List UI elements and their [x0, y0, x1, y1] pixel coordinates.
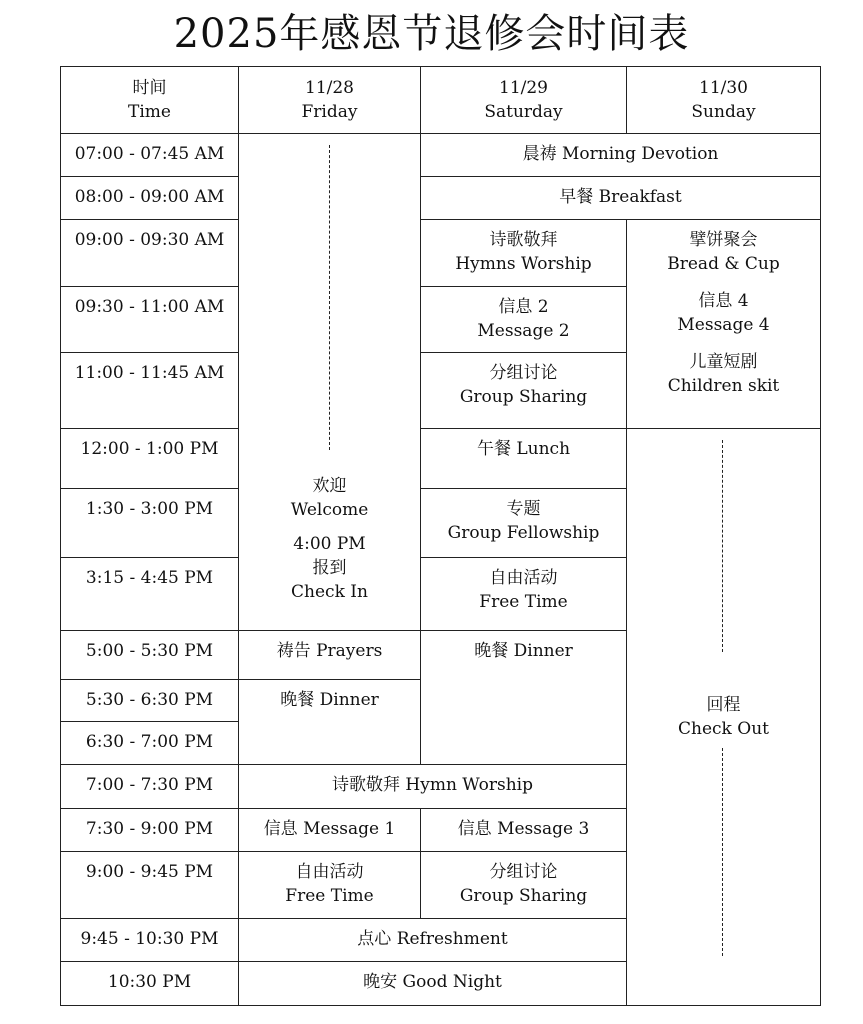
saturday-hymns-cell: 诗歌敬拜 Hymns Worship — [421, 220, 627, 287]
morning-devotion-cell: 晨祷 Morning Devotion — [421, 134, 821, 177]
time-slot: 08:00 - 09:00 AM — [61, 177, 239, 220]
time-slot: 1:30 - 3:00 PM — [61, 489, 239, 558]
breakfast-cell: 早餐 Breakfast — [421, 177, 821, 220]
page-title: 2025年感恩节退修会时间表 — [173, 11, 690, 57]
friday-free-time-cell: 自由活动 Free Time — [239, 852, 421, 919]
header-friday: 11/28 Friday — [239, 67, 421, 134]
sunday-morning-cell: 擘饼聚会 Bread & Cup 信息 4 Message 4 儿童短剧 Children skit — [627, 220, 821, 429]
time-slot: 3:15 - 4:45 PM — [61, 558, 239, 631]
time-slot: 6:30 - 7:00 PM — [61, 722, 239, 765]
time-slot: 5:30 - 6:30 PM — [61, 680, 239, 722]
sunday-dashed-line-top — [722, 440, 723, 652]
saturday-message3-cell: 信息 Message 3 — [421, 809, 627, 852]
saturday-message2-cell: 信息 2 Message 2 — [421, 287, 627, 353]
time-slot: 7:30 - 9:00 PM — [61, 809, 239, 852]
saturday-group-sharing2-cell: 分组讨论 Group Sharing — [421, 852, 627, 919]
sunday-dashed-line-bottom — [722, 748, 723, 956]
friday-message1-cell: 信息 Message 1 — [239, 809, 421, 852]
time-slot: 7:00 - 7:30 PM — [61, 765, 239, 809]
time-slot: 5:00 - 5:30 PM — [61, 631, 239, 680]
saturday-fellowship-cell: 专题 Group Fellowship — [421, 489, 627, 558]
saturday-group-sharing-cell: 分组讨论 Group Sharing — [421, 353, 627, 429]
header-time: 时间 Time — [61, 67, 239, 134]
time-slot: 12:00 - 1:00 PM — [61, 429, 239, 489]
time-slot: 9:00 - 9:45 PM — [61, 852, 239, 919]
schedule-table — [60, 66, 821, 1006]
good-night-cell: 晚安 Good Night — [239, 962, 627, 1006]
hymn-worship-cell: 诗歌敬拜 Hymn Worship — [239, 765, 627, 809]
time-slot: 11:00 - 11:45 AM — [61, 353, 239, 429]
time-slot: 10:30 PM — [61, 962, 239, 1006]
header-sunday: 11/30 Sunday — [627, 67, 821, 134]
friday-dinner-cell: 晚餐 Dinner — [239, 680, 421, 765]
time-slot: 07:00 - 07:45 AM — [61, 134, 239, 177]
saturday-lunch-cell: 午餐 Lunch — [421, 429, 627, 489]
time-slot: 09:30 - 11:00 AM — [61, 287, 239, 353]
friday-prayers-cell: 祷告 Prayers — [239, 631, 421, 680]
header-saturday: 11/29 Saturday — [421, 67, 627, 134]
sunday-checkout-cell: 回程 Check Out — [627, 429, 821, 1006]
saturday-dinner-cell: 晚餐 Dinner — [421, 631, 627, 765]
saturday-free-time-cell: 自由活动 Free Time — [421, 558, 627, 631]
time-slot: 9:45 - 10:30 PM — [61, 919, 239, 962]
time-slot: 09:00 - 09:30 AM — [61, 220, 239, 287]
refreshment-cell: 点心 Refreshment — [239, 919, 627, 962]
friday-welcome-cell: 欢迎 Welcome 4:00 PM 报到 Check In — [239, 134, 421, 631]
friday-dashed-line — [329, 145, 330, 450]
